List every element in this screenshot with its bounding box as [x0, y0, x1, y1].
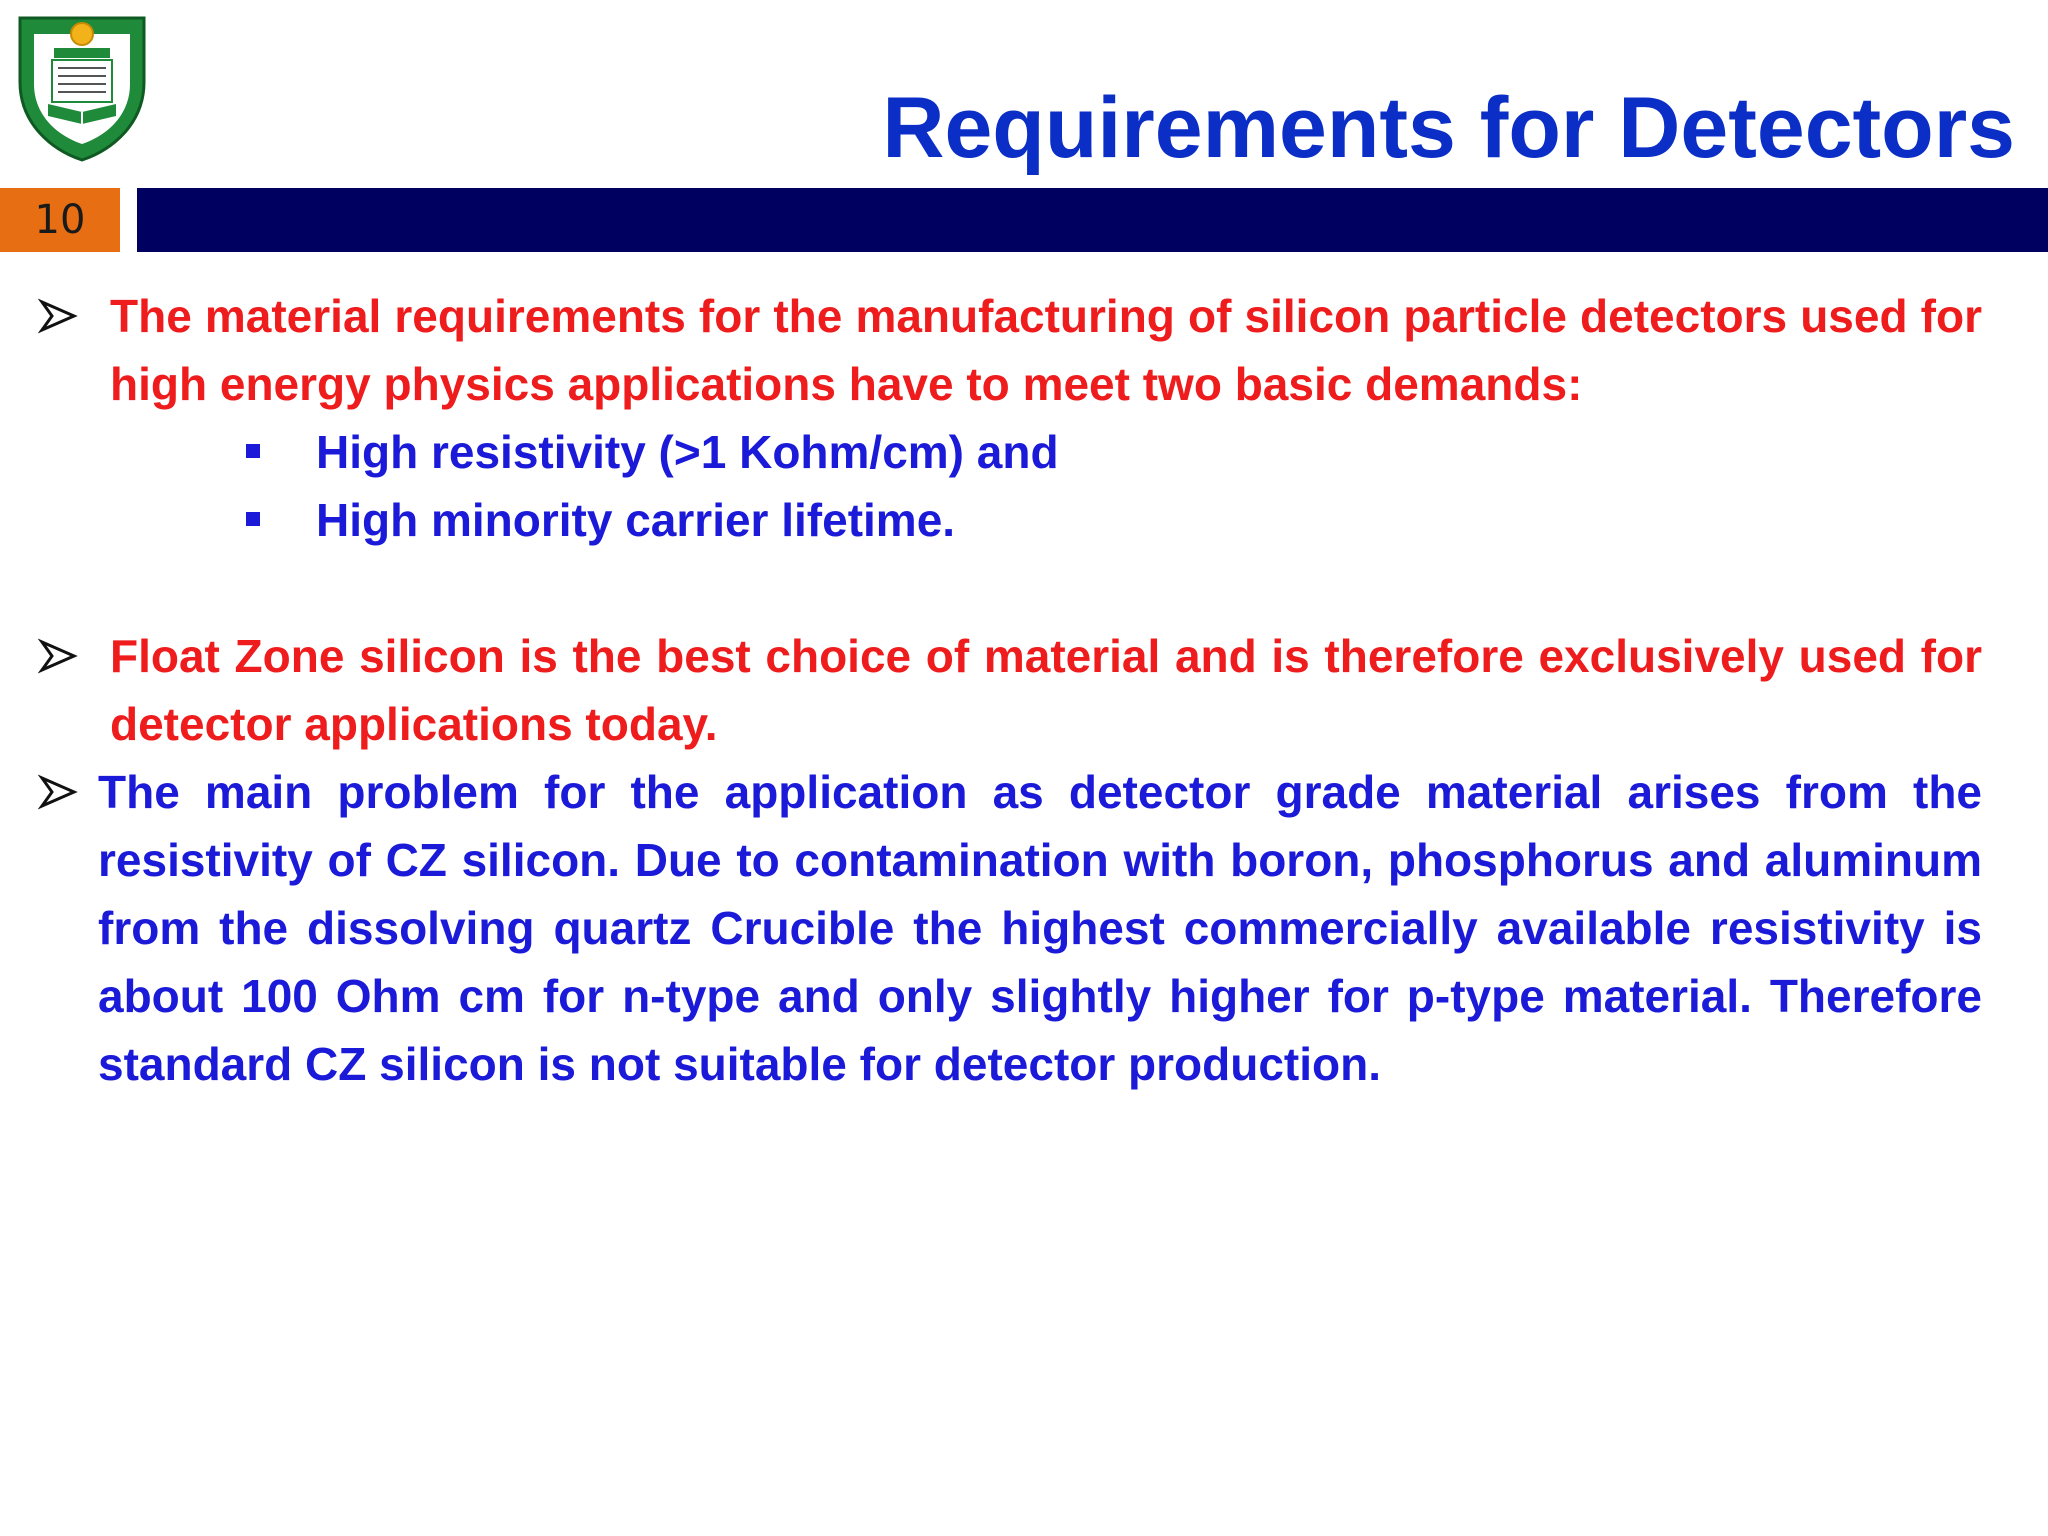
slide-title: Requirements for Detectors — [882, 80, 2015, 176]
square-bullet-icon — [246, 444, 260, 458]
arrow-bullet-icon — [38, 636, 78, 676]
header-band — [137, 188, 2048, 252]
arrow-bullet-icon — [38, 296, 78, 336]
arrow-bullet-icon — [38, 772, 78, 812]
university-crest-icon — [12, 12, 152, 164]
bullet-text: The material requirements for the manufacturing of silicon particle detectors used for high energy physics applications have to meet two basic demands: — [110, 290, 1982, 410]
bullet-text: The main problem for the application as detector grade material arises from the resistivity of CZ silicon. Due to contamination with boron, phosphorus and aluminum from the dissolving quartz Crucible the highest commercially available resistivity is about 100 Ohm cm for n-type and only slightly higher for p-type material. Therefore standard CZ silicon is not suitable for detector production. — [98, 766, 1982, 1090]
slide-number: 10 — [0, 188, 120, 252]
bullet-text: Float Zone silicon is the best choice of material and is therefore exclusively used for detector applications today. — [110, 630, 1982, 750]
square-bullet-icon — [246, 512, 260, 526]
sub-bullet-text: High resistivity (>1 Kohm/cm) and — [316, 426, 1059, 478]
sub-bullet-text: High minority carrier lifetime. — [316, 494, 956, 546]
